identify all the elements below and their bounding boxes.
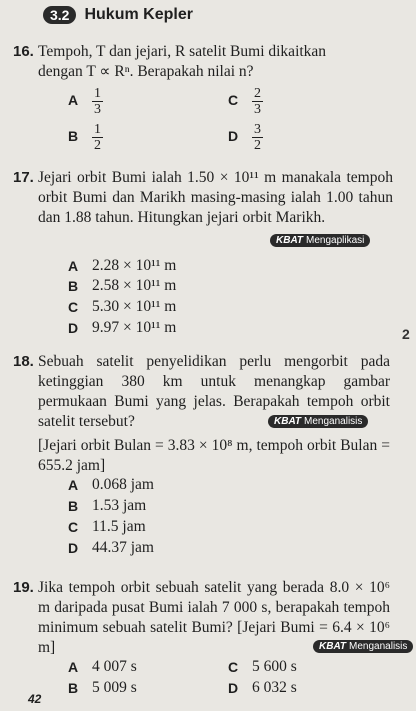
section-title: Hukum Kepler	[84, 6, 193, 23]
question-text-line: dengan T ∝ Rⁿ. Berapakah nilai n?	[38, 63, 254, 80]
option-letter: D	[68, 540, 79, 556]
option-letter: D	[68, 320, 79, 336]
option-value: 2.28 × 10¹¹ m	[92, 257, 177, 274]
option-letter: B	[68, 128, 79, 144]
denominator: 2	[94, 138, 101, 153]
denominator: 2	[254, 138, 261, 153]
section-number-badge: 3.2	[43, 6, 76, 24]
kbat-label: Mengaplikasi	[306, 235, 365, 246]
option-value: 5.30 × 10¹¹ m	[92, 298, 177, 315]
question-16	[13, 42, 398, 82]
option-letter: D	[228, 680, 239, 696]
numerator: 1	[94, 122, 101, 137]
option-letter: A	[68, 477, 79, 493]
option-value: 4 007 s	[92, 658, 137, 675]
option-letter: B	[68, 498, 79, 514]
option-letter: A	[68, 92, 79, 108]
option-value: 6 032 s	[252, 679, 297, 696]
question-18	[13, 352, 390, 476]
kbat-label: Menganalisis	[304, 416, 363, 427]
kbat-badge	[313, 640, 413, 653]
option-letter: A	[68, 659, 79, 675]
option-value: 5 600 s	[252, 658, 297, 675]
option-letter: C	[68, 519, 79, 535]
question-number: 19.	[13, 579, 34, 596]
option-value: 1.53 jam	[92, 497, 147, 514]
option-value: 44.37 jam	[92, 539, 154, 556]
question-text-line: Tempoh, T dan jejari, R satelit Bumi dikaitkan	[38, 43, 327, 60]
question-text: Sebuah satelit penyelidikan perlu mengorbit pada ketinggian 380 km untuk menangkap gambar permukaan Bumi yang jelas. Berapakah tempoh orbit satelit tersebut?	[38, 353, 390, 430]
option-value: 5 009 s	[92, 679, 137, 696]
kbat-tag: KBAT	[276, 235, 304, 246]
option-letter: C	[228, 659, 239, 675]
option-letter: A	[68, 258, 79, 274]
fraction	[92, 122, 103, 153]
option-value: 0.068 jam	[92, 476, 154, 493]
option-value: 11.5 jam	[92, 518, 146, 535]
question-17	[13, 168, 393, 228]
denominator: 3	[94, 102, 101, 117]
question-text: Jika tempoh orbit sebuah satelit yang berada 8.0 × 10⁶ m daripada pusat Bumi ialah 7 000 s, berapakah tempoh minimum sebuah satelit Bumi? [Jejari Bumi = 6.4 × 10⁶ m]	[38, 579, 390, 656]
question-text: Jejari orbit Bumi ialah 1.50 × 10¹¹ m manakala tempoh orbit Bumi dan Marikh masing-masing ialah 1.00 tahun dan 1.88 tahun. Hitungkan jejari orbit Marikh.	[38, 169, 393, 226]
option-letter: C	[228, 92, 239, 108]
kbat-tag: KBAT	[319, 641, 347, 652]
kbat-badge	[270, 234, 370, 247]
option-letter: C	[68, 299, 79, 315]
option-value: 2.58 × 10¹¹ m	[92, 277, 177, 294]
denominator: 3	[254, 102, 261, 117]
fraction	[252, 122, 263, 153]
numerator: 2	[254, 86, 261, 101]
option-letter: D	[228, 128, 239, 144]
kbat-badge	[268, 415, 368, 428]
numerator: 3	[254, 122, 261, 137]
option-value: 9.97 × 10¹¹ m	[92, 319, 177, 336]
question-number: 18.	[13, 353, 34, 370]
kbat-label: Menganalisis	[349, 641, 408, 652]
question-note: [Jejari orbit Bulan = 3.83 × 10⁸ m, tempoh orbit Bulan = 655.2 jam]	[38, 437, 390, 474]
question-number: 16.	[13, 43, 34, 60]
section-header	[43, 5, 193, 25]
kbat-tag: KBAT	[274, 416, 302, 427]
option-letter: B	[68, 278, 79, 294]
numerator: 1	[94, 86, 101, 101]
page-number: 42	[28, 692, 42, 706]
side-margin-number: 2	[402, 326, 410, 342]
fraction	[92, 86, 103, 117]
question-number: 17.	[13, 169, 34, 186]
option-letter: B	[68, 680, 79, 696]
fraction	[252, 86, 263, 117]
